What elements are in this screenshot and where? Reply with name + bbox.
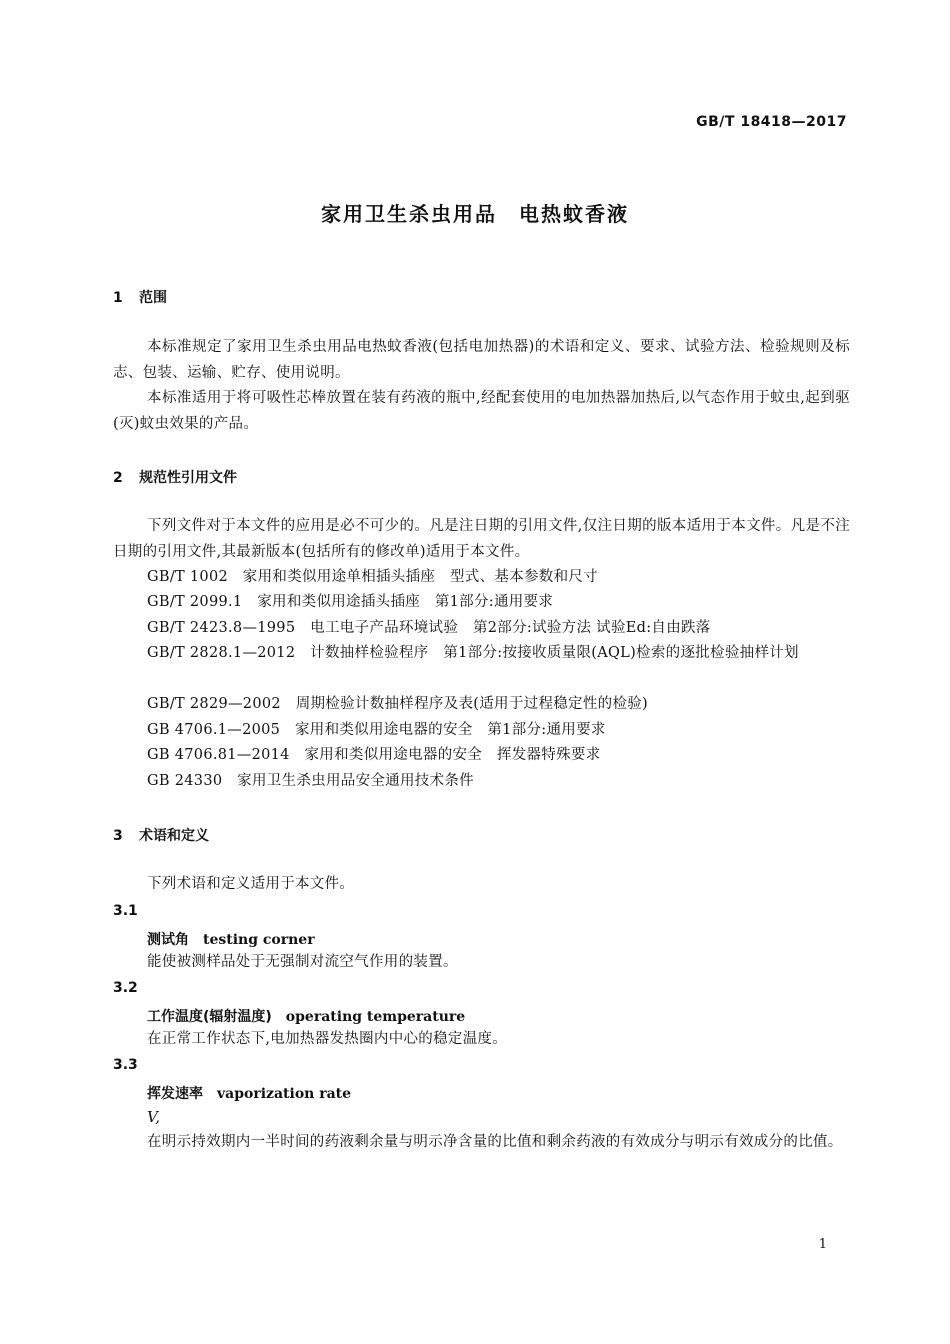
scope-paragraph-2: 本标准适用于将可吸性芯棒放置在装有药液的瓶中,经配套使用的电加热器加热后,以气态作用于蚊虫,起到驱(灭)蚊虫效果的产品。 — [113, 390, 850, 432]
reference-item: GB/T 1002 家用和类似用途单相插头插座 型式、基本参数和尺寸 — [147, 569, 599, 585]
term-name-en: vaporization rate — [217, 1086, 352, 1102]
term-name-zh: 工作温度(辐射温度) — [147, 1009, 272, 1025]
reference-item: GB 24330 家用卫生杀虫用品安全通用技术条件 — [147, 773, 474, 789]
reference-item: GB/T 2423.8—1995 电工电子产品环境试验 第2部分:试验方法 试验Ed:自由跌落 — [147, 620, 711, 636]
term-name-en: testing corner — [203, 932, 315, 948]
standard-number: GB/T 18418—2017 — [696, 114, 847, 130]
section-1-number: 1 — [113, 290, 123, 306]
section-3-heading — [113, 825, 209, 845]
page-number: 1 — [818, 1237, 827, 1252]
term-number: 3.3 — [113, 1057, 138, 1073]
section-3-title: 术语和定义 — [139, 828, 209, 844]
term-name — [147, 1083, 351, 1103]
term-name-zh: 测试角 — [147, 932, 189, 948]
term-definition: 在明示持效期内一半时间的药液剩余量与明示净含量的比值和剩余药液的有效成分与明示有效成分的比值。 — [147, 1134, 843, 1150]
section-1-heading — [113, 287, 167, 307]
reference-item: GB 4706.81—2014 家用和类似用途电器的安全 挥发器特殊要求 — [147, 747, 601, 763]
term-name-zh: 挥发速率 — [147, 1086, 203, 1102]
references-intro: 下列文件对于本文件的应用是必不可少的。凡是注日期的引用文件,仅注日期的版本适用于本文件。凡是不注日期的引用文件,其最新版本(包括所有的修改单)适用于本文件。 — [113, 518, 850, 560]
section-1-title: 范围 — [139, 290, 167, 306]
term-number: 3.1 — [113, 903, 138, 919]
section-2-heading — [113, 467, 237, 487]
term-name — [147, 929, 315, 949]
reference-item: GB/T 2099.1 家用和类似用途插头插座 第1部分:通用要求 — [147, 594, 554, 610]
document-title: 家用卫生杀虫用品 电热蚊香液 — [321, 202, 629, 226]
reference-item: GB/T 2828.1—2012 计数抽样检验程序 第1部分:按接收质量限(AQL)检索的逐批检验抽样计划 — [147, 645, 799, 661]
section-2-number: 2 — [113, 470, 123, 486]
section-3-number: 3 — [113, 828, 123, 844]
term-definition: 能使被测样品处于无强制对流空气作用的装置。 — [147, 954, 458, 970]
section-2-title: 规范性引用文件 — [139, 470, 237, 486]
reference-item: GB 4706.1—2005 家用和类似用途电器的安全 第1部分:通用要求 — [147, 722, 606, 738]
scope-paragraph-1: 本标准规定了家用卫生杀虫用品电热蚊香液(包括电加热器)的术语和定义、要求、试验方法、检验规则及标志、包装、运输、贮存、使用说明。 — [113, 339, 850, 381]
term-definition: 在正常工作状态下,电加热器发热圈内中心的稳定温度。 — [147, 1031, 508, 1047]
term-symbol: V, — [147, 1108, 160, 1126]
term-name-en: operating temperature — [285, 1009, 466, 1025]
term-number: 3.2 — [113, 980, 138, 996]
terms-intro: 下列术语和定义适用于本文件。 — [147, 876, 355, 892]
term-name — [147, 1006, 465, 1026]
reference-item: GB/T 2829—2002 周期检验计数抽样程序及表(适用于过程稳定性的检验) — [147, 696, 649, 712]
